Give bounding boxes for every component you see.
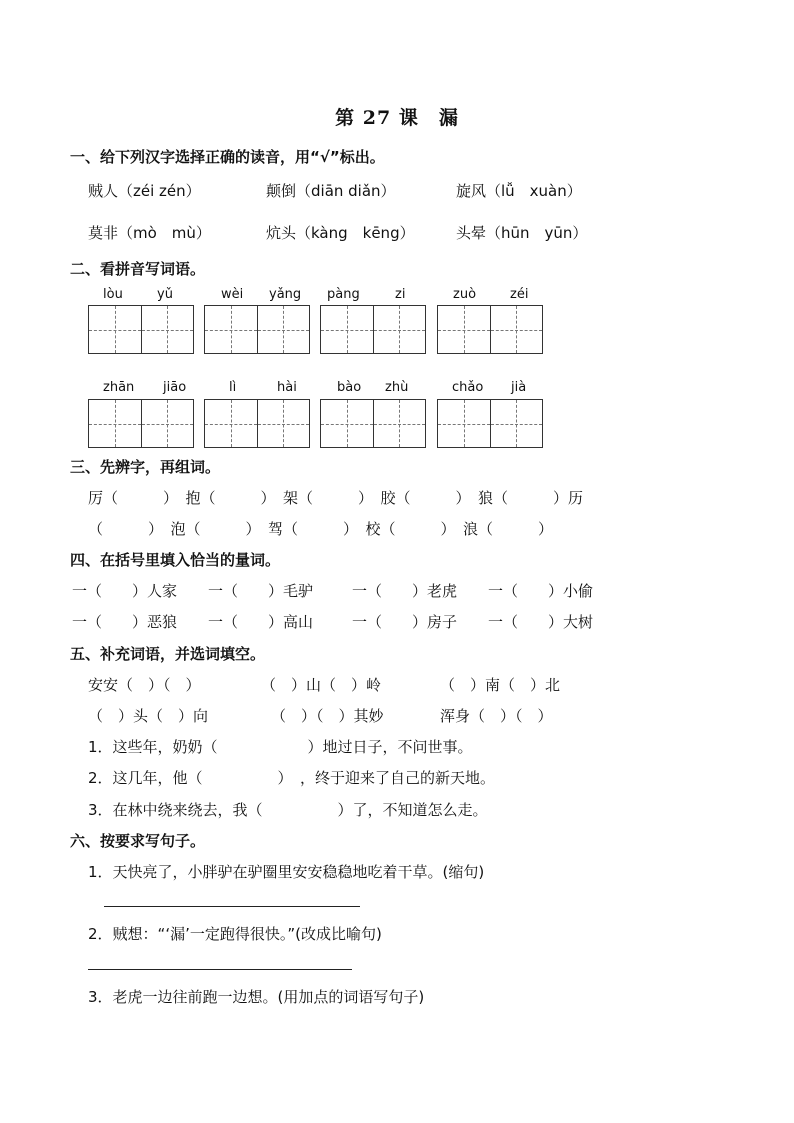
sentence-task: 3．老虎一边往前跑一边想。(用加点的词语写句子) xyxy=(88,988,425,1006)
measure-word-item: 一（ ）房子 xyxy=(352,613,458,631)
writing-grid[interactable] xyxy=(88,399,194,448)
pinyin-choice-item: 头晕（hūn yūn） xyxy=(456,224,588,242)
measure-word-item: 一（ ）恶狼 xyxy=(72,613,178,631)
pinyin-label: jiāo xyxy=(163,380,187,395)
writing-grid[interactable] xyxy=(88,305,194,354)
section-6-heading: 六、按要求写句子。 xyxy=(70,832,206,850)
pinyin-label: zéi xyxy=(510,287,529,302)
pinyin-label: lì xyxy=(229,380,237,395)
writing-grid[interactable] xyxy=(204,399,310,448)
idiom-blank: 安安（ ）（ ） xyxy=(88,676,201,694)
pinyin-label: zuò xyxy=(453,287,477,302)
fill-sentence: 2．这几年，他（ ） ，终于迎来了自己的新天地。 xyxy=(88,769,496,787)
pinyin-label: zhù xyxy=(385,380,409,395)
idiom-blank: （ ）（ ）其妙 xyxy=(271,707,384,725)
idiom-blank: （ ）头（ ）向 xyxy=(88,707,209,725)
word-group-line: 厉（ ） 抱（ ） 架（ ） 胶（ ） 狼（ ）历 xyxy=(88,489,584,507)
idiom-blank: 浑身（ ）（ ） xyxy=(440,707,553,725)
sentence-task: 2．贼想：“‘漏’一定跑得很快。”(改成比喻句) xyxy=(88,925,382,943)
answer-line[interactable] xyxy=(88,969,352,970)
pinyin-label: zi xyxy=(395,287,406,302)
writing-grid[interactable] xyxy=(204,305,310,354)
idiom-blank: （ ）南（ ）北 xyxy=(440,676,561,694)
fill-sentence: 1．这些年，奶奶（ ）地过日子，不问世事。 xyxy=(88,738,473,756)
measure-word-item: 一（ ）大树 xyxy=(488,613,594,631)
writing-grid[interactable] xyxy=(437,305,543,354)
pinyin-label: pàng xyxy=(327,287,360,302)
pinyin-choice-item: 炕头（kàng kēng） xyxy=(266,224,415,242)
pinyin-choice-item: 莫非（mò mù） xyxy=(88,224,211,242)
pinyin-label: hài xyxy=(277,380,297,395)
answer-line[interactable] xyxy=(104,906,360,907)
section-4-heading: 四、在括号里填入恰当的量词。 xyxy=(70,551,281,569)
pinyin-label: wèi xyxy=(221,287,244,302)
section-3-heading: 三、先辨字，再组词。 xyxy=(70,458,221,476)
writing-grid[interactable] xyxy=(437,399,543,448)
measure-word-item: 一（ ）小偷 xyxy=(488,582,594,600)
pinyin-label: bào xyxy=(337,380,362,395)
sentence-task: 1．天快亮了，小胖驴在驴圈里安安稳稳地吃着干草。(缩句) xyxy=(88,863,485,881)
writing-grid[interactable] xyxy=(320,399,426,448)
pinyin-label: jià xyxy=(511,380,527,395)
pinyin-label: yǎng xyxy=(269,287,302,302)
pinyin-label: chǎo xyxy=(452,380,484,395)
pinyin-label: lòu xyxy=(103,287,123,302)
word-group-line: （ ） 泡（ ） 驾（ ） 校（ ） 浪（ ） xyxy=(88,520,554,538)
pinyin-choice-item: 贼人（zéi zén） xyxy=(88,182,201,200)
measure-word-item: 一（ ）毛驴 xyxy=(208,582,314,600)
fill-sentence: 3．在林中绕来绕去，我（ ）了，不知道怎么走。 xyxy=(88,801,488,819)
page-title: 第 27 课 漏 xyxy=(335,107,459,129)
section-2-heading: 二、看拼音写词语。 xyxy=(70,260,206,278)
measure-word-item: 一（ ）老虎 xyxy=(352,582,458,600)
section-1-heading: 一、给下列汉字选择正确的读音，用“√”标出。 xyxy=(70,148,385,166)
pinyin-choice-item: 颠倒（diān diǎn） xyxy=(266,182,396,200)
measure-word-item: 一（ ）人家 xyxy=(72,582,178,600)
writing-grid[interactable] xyxy=(320,305,426,354)
idiom-blank: （ ）山（ ）岭 xyxy=(261,676,382,694)
pinyin-label: yǔ xyxy=(157,287,173,302)
pinyin-choice-item: 旋风（lǚ xuàn） xyxy=(456,182,582,200)
pinyin-label: zhān xyxy=(103,380,135,395)
measure-word-item: 一（ ）高山 xyxy=(208,613,314,631)
section-5-heading: 五、补充词语，并选词填空。 xyxy=(70,645,266,663)
